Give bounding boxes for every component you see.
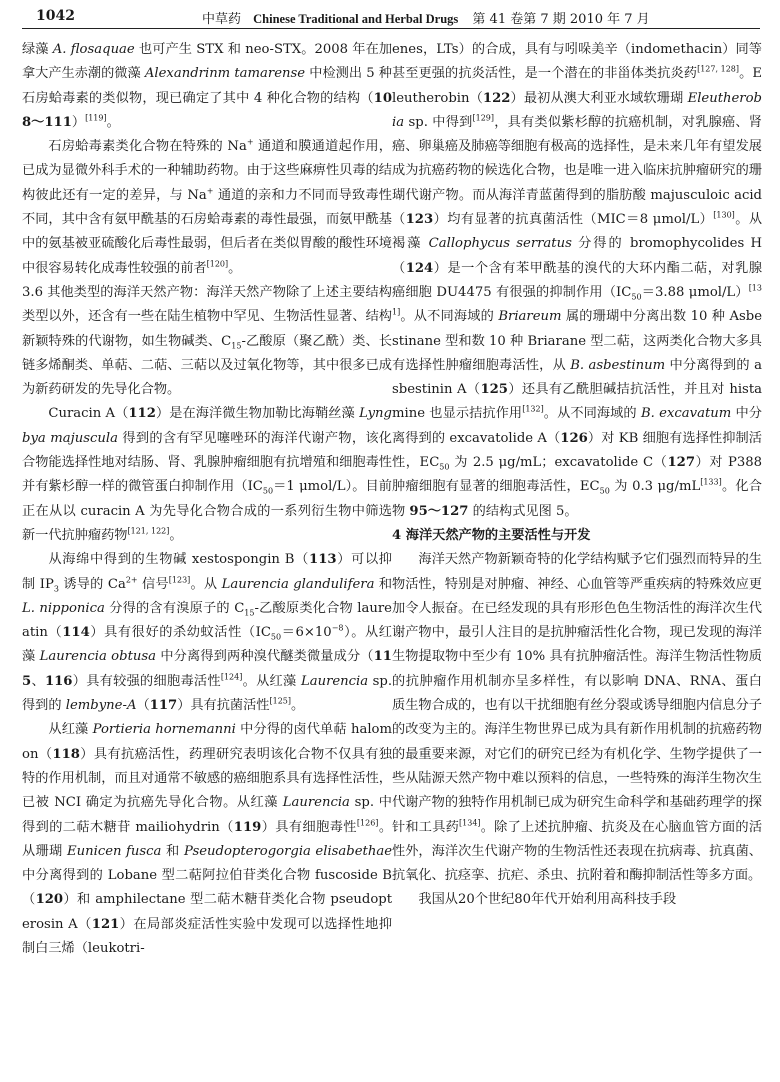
page-header [22,6,760,29]
journal-title-cn: 中草药 [202,12,242,27]
section-heading: 4 海洋天然产物的主要活性与开发 [392,527,591,543]
paragraph: 绿藻 A. flosaquae 也可产生 STX 和 neo-STX。2008 年在加拿大产生赤潮的微藻 Alexandrinm tamarense 中检测出 5 种石房蛤毒素的类似物，现已确定了其中 4 种化合物的结构（108～111）[119]。 [22,42,393,130]
paragraph: 3.6 其他类型的海洋天然产物：海洋天然产物除了上述主要结构类型以外，还含有一些在陆生植物中罕见、生物活性显著、结构新颖特殊的代谢物，如生物碱类、$C_{15}-$乙酸原（聚乙酰）类、长链多烯酮类、单萜、二萜、三萜以及过氧化物等，其中很多已成为新药研发的先导化合物。 [22,284,392,398]
page-number: 1042 [36,8,75,24]
right-column [392,38,762,913]
journal-issue: 第 41 卷第 7 期 2010 年 7 月 [472,12,650,27]
journal-title [202,8,650,27]
paragraph: Curacin A（112）是在海洋微生物加勒比海鞘丝藻 Lyngbya majuscula 得到的含有罕见噻唑环的海洋代谢产物，该化合物能选择性地对结肠、肾、乳腺肿瘤细胞有抗增殖和细胞毒性并有紫杉醇一样的微管蛋白抑制作用（$IC_{50}=1$ μmol/L）。目前正在从以 curacin A 为先导化合物合成的一系列衍生物中筛选新一代抗肿瘤药物[121, 122]。 [22,406,392,543]
paragraph: 石房蛤毒素类化合物在特殊的 Na+ 通道和膜通道起作用，已成为显微外科手术的一种辅助药物。由于这些麻痹性贝毒的结构彼此还有一定的差异，与 Na+ 通道的亲和力不同而导致毒性不同，其中含有氨甲酰基的石房蛤毒素的毒性最强，而氨甲酰基中的氨基被亚硫酸化后毒性最弱，但后者在类似胃酸的酸性环境中很容易转化成毒性较强的前者[120]。 [22,137,392,276]
left-column [22,38,392,961]
paragraph: 从红藻 Portieria hornemanni 中分得的卤代单萜 halomon（118）具有抗癌活性，药理研究表明该化合物不仅具有独特的作用机制，而且对通常不敏感的癌细胞系具有选择性活性，已被 NCI 确定为抗癌先导化合物。从红藻 Laurencia sp. 中得到的二萜木糖苷 mailiohydrin（119）具有细胞毒性[126]。从珊瑚 Eunicen fusca 和 Pseudopterogorgia elisabethae 中分离得到的 Lobane 型二萜阿拉伯苷类化合物 fuscoside B（120）和 amphilectane 型二萜木糖苷类化合物 pseudopterosin A（121）在局部炎症活性实验中发现可以选择性地抑制白三烯（leukotri- [22,722,393,956]
paragraph: enes，LTs）的合成，具有与吲哚美辛（indomethacin）同等甚至更强的抗炎活性，是一个潜在的非甾体类抗炎药[127, 128]。Eleutherobin（122）最初从澳大利亚水域软珊瑚 Eleutherobia sp. 中得到[129]，具有类似紫杉醇的抗癌机制，对乳腺癌、肾癌、卵巢癌及肺癌等细胞有极高的选择性，是未来几年有望发展成为抗癌药物的候选化合物，也是唯一进入临床抗肿瘤研究的珊瑚代谢产物。而从海洋青蓝菌得到的脂肪酸 majusculoic acid（123）均有显著的抗真菌活性（MIC＝8 μmol/L）[130]。从褐藻 Callophycus serratus 分得的 bromophycolides H（124）是一个含有苯甲酰基的溴代的大环内酯二萜，对乳腺癌细胞 DU4475 有很强的抑制作用（$IC_{50}=3.88$ μmol/L）[131]。从不同海域的 Briareum 属的珊瑚中分离出数 10 种 Asbestinane 型和数 10 种 Briarane 型二萜，这两类化合物大多具有选择性肿瘤细胞毒活性，从 B. asbestinum 中分离得到的 asbestinin A（125）还具有乙酰胆碱拮抗活性，并且对 histamine 也显示拮抗作用[132]。从不同海域的 B. excavatum 中分离得到的 excavatolide A（126）对 KB 细胞有选择性抑制活性，$EC_{50}$ 为 2.5 μg/mL；excavatolide C（127）对 P388 肿瘤细胞有显著的细胞毒活性，$EC_{50}$ 为 0.3 μg/mL[133]。化合物 95～127 的结构式见图 5。 [392,42,763,519]
paragraph: 我国从20个世纪80年代开始利用高科技手段 [418,892,677,908]
journal-title-en: Chinese Traditional and Herbal Drugs [253,12,459,26]
paragraph: 海洋天然产物新颖奇特的化学结构赋予它们强烈而特异的生物活性，特别是对肿瘤、神经、心血管等严重疾病的特殊效应更加令人振奋。在已经发现的具有形形色色生物活性的海洋次生代谢产物中，最引人注目的是抗肿瘤活性化合物，现已发现的海洋生物提取物中至少有 10% 具有抗肿瘤活性。海洋生物活性物质的抗肿瘤作用机制亦呈多样性，有以影响 DNA、RNA、蛋白质生物合成的，也有以干扰细胞有丝分裂或诱导细胞内信息分子的改变为主的。海洋生物世界已成为具有新作用机制的抗癌药物的最重要来源，对它们的研究已经为有机化学、生物学提供了一些从陆源天然产物中难以预料的信息，一些特殊的海洋生物次生代谢产物的独特作用机制已成为研究生命科学和基础药理学的探针和工具药[134]。除了上述抗肿瘤、抗炎及在心脑血管方面的活性外，海洋次生代谢产物的生物活性还表现在抗病毒、抗真菌、抗氧化、抗痉挛、抗疟、杀虫、抗附着和酶抑制活性等多方面。 [392,552,763,884]
paragraph: 从海绵中得到的生物碱 xestospongin B（113）可以抑制 $IP_3$ 诱导的 $Ca^{2+}$ 信号[123]。从 Laurencia glandulifera 和 L. nipponica 分得的含有溴原子的 $C_{15}-$乙酸原类化合物 laureatin（114）具有很好的杀幼蚊活性$(IC_{50}=6\times 10^{-8})$。从红藻 Laurencia obtusa 中分离得到两种溴代醚类微量成分（115、116）具有较强的细胞毒活性[124]。从红藻 Laurencia sp. 得到的 lembyne-A（117）具有抗菌活性[125]。 [22,552,393,714]
section-heading: 3.6 其他类型的海洋天然产物： [22,284,207,300]
